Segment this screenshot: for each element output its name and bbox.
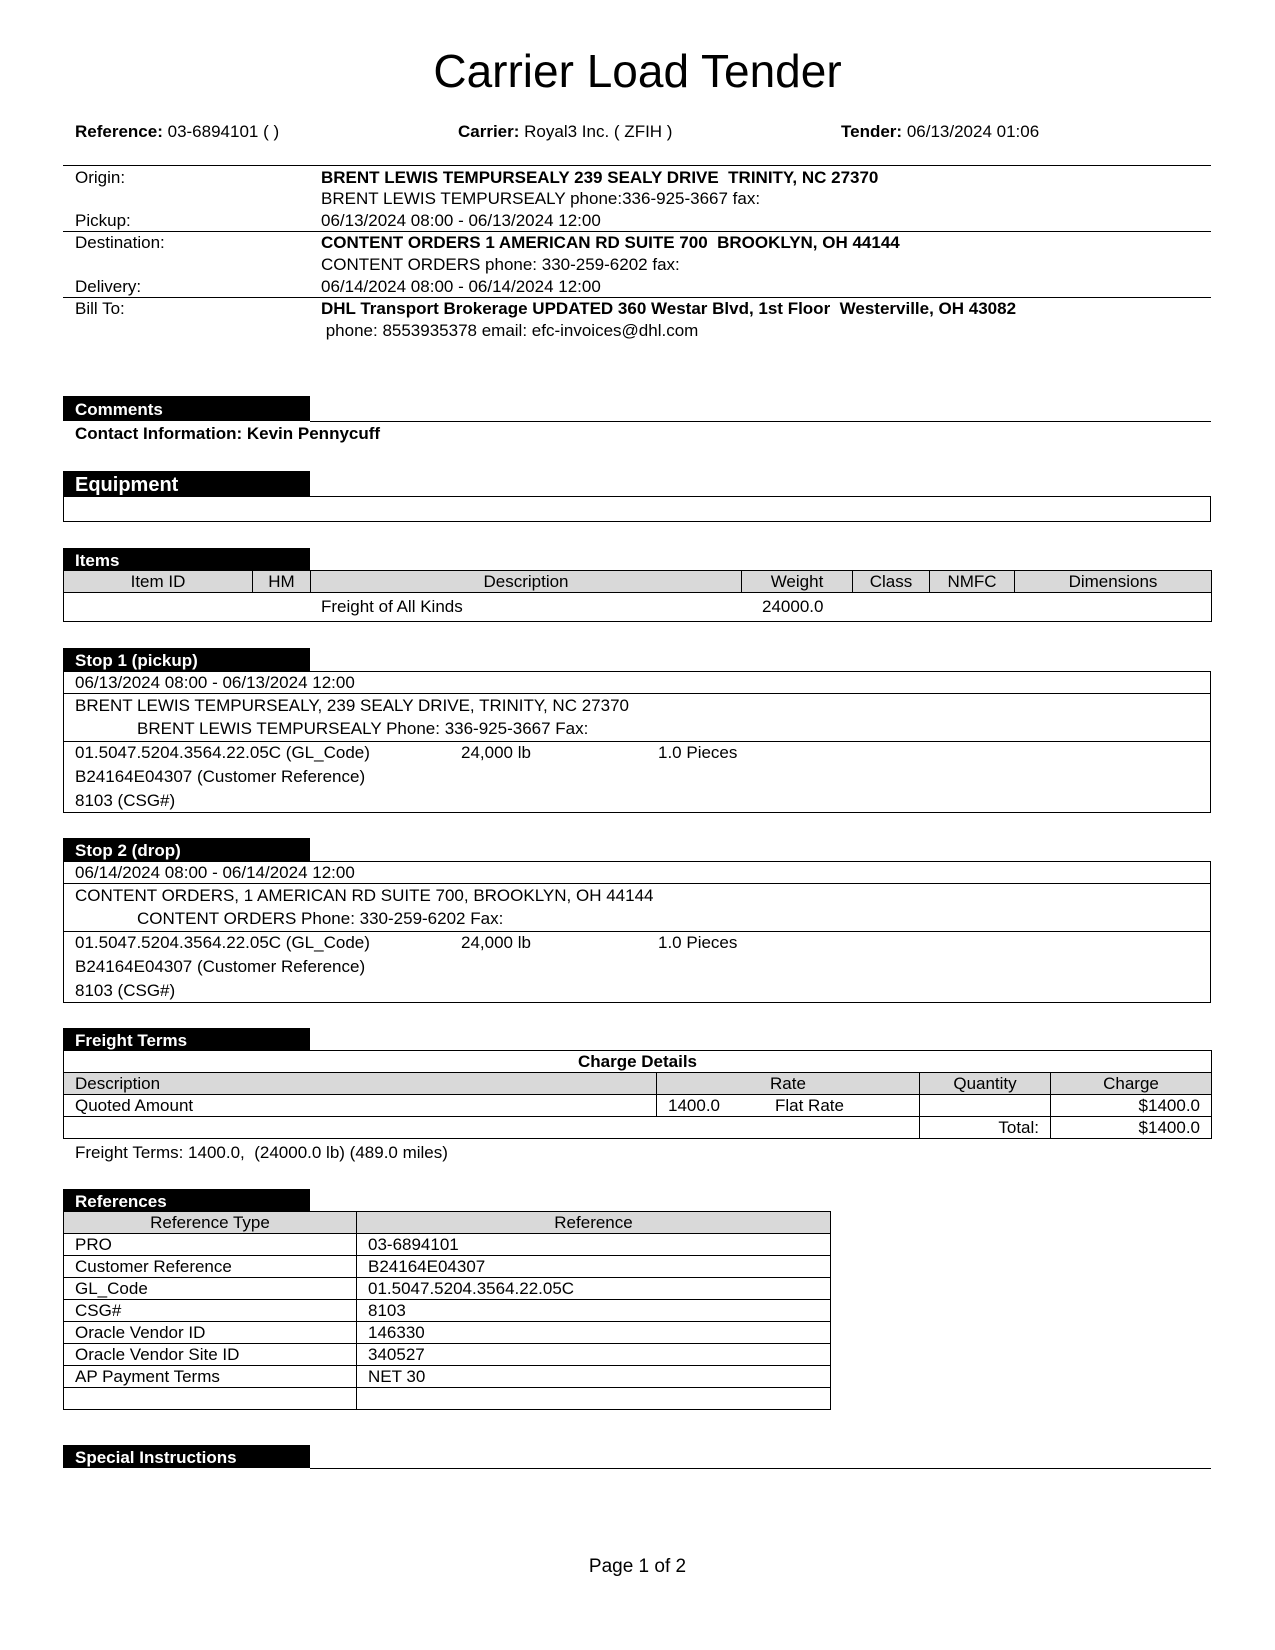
items-heading: Items (63, 548, 310, 571)
items-col-hm: HM (253, 571, 311, 593)
stop2-window: 06/14/2024 08:00 - 06/14/2024 12:00 (75, 863, 355, 882)
ref-type: CSG# (64, 1300, 357, 1322)
carrier-header (458, 122, 672, 142)
items-table (63, 570, 1212, 622)
ref-value: 8103 (357, 1300, 831, 1322)
divider (310, 1468, 1211, 1469)
table-row (64, 1278, 831, 1300)
destination-label: Destination: (75, 233, 165, 252)
references-table (63, 1211, 831, 1410)
ref-type: AP Payment Terms (64, 1366, 357, 1388)
table-row (64, 593, 1212, 622)
origin-contact: BRENT LEWIS TEMPURSEALY phone:336-925-3667 fax: (321, 189, 761, 208)
stop2-customer-ref: B24164E04307 (Customer Reference) (75, 957, 366, 976)
pickup-window: 06/13/2024 08:00 - 06/13/2024 12:00 (321, 211, 601, 230)
stop2-detail-row (63, 931, 1211, 1003)
origin-address: BRENT LEWIS TEMPURSEALY 239 SEALY DRIVE TRINITY, NC 27370 (321, 168, 879, 187)
ref-col-type: Reference Type (64, 1212, 357, 1234)
ref-value: 340527 (357, 1344, 831, 1366)
special-instructions-heading: Special Instructions (63, 1445, 310, 1468)
tender-label: Tender: (841, 122, 903, 141)
comments-text: Contact Information: Kevin Pennycuff (75, 424, 381, 443)
table-row (64, 1366, 831, 1388)
charge-col-description: Description (64, 1073, 657, 1095)
stop1-gl-code: 01.5047.5204.3564.22.05C (GL_Code) (75, 743, 370, 762)
stop2-address: CONTENT ORDERS, 1 AMERICAN RD SUITE 700, BROOKLYN, OH 44144 (75, 886, 654, 905)
charge-col-charge: Charge (1051, 1073, 1212, 1095)
charge-rate-type: Flat Rate (775, 1096, 844, 1115)
table-row (64, 1095, 1212, 1117)
destination-contact: CONTENT ORDERS phone: 330-259-6202 fax: (321, 255, 680, 274)
stop1-pieces: 1.0 Pieces (658, 743, 738, 762)
comments-heading: Comments (63, 396, 310, 421)
table-row (64, 1322, 831, 1344)
table-row (64, 1234, 831, 1256)
item-weight: 24000.0 (762, 597, 824, 616)
items-col-description: Description (311, 571, 742, 593)
divider (63, 231, 1211, 232)
page-number: Page 1 of 2 (588, 1556, 687, 1577)
ref-value (357, 1388, 831, 1410)
carrier-value: Royal3 Inc. ( ZFIH ) (524, 122, 673, 141)
page-title: Carrier Load Tender (433, 45, 842, 97)
stop1-heading: Stop 1 (pickup) (63, 648, 310, 671)
billto-address: DHL Transport Brokerage UPDATED 360 Westar Blvd, 1st Floor Westerville, OH 43082 (321, 299, 1017, 318)
stop1-contact: BRENT LEWIS TEMPURSEALY Phone: 336-925-3667 Fax: (137, 719, 589, 738)
tender-value: 06/13/2024 01:06 (906, 122, 1040, 141)
ref-value: NET 30 (357, 1366, 831, 1388)
total-value: $1400.0 (1051, 1117, 1212, 1139)
charge-rate: 1400.0 (668, 1096, 720, 1115)
destination-address: CONTENT ORDERS 1 AMERICAN RD SUITE 700 BROOKLYN, OH 44144 (321, 233, 900, 252)
ref-col-reference: Reference (357, 1212, 831, 1234)
divider (63, 297, 1211, 298)
charge-col-quantity: Quantity (920, 1073, 1051, 1095)
ref-value: 01.5047.5204.3564.22.05C (357, 1278, 831, 1300)
ref-value: 03-6894101 (357, 1234, 831, 1256)
charge-quantity (920, 1095, 1051, 1117)
items-col-dimensions: Dimensions (1015, 571, 1212, 593)
items-col-weight: Weight (742, 571, 853, 593)
stop2-window-row (63, 861, 1211, 884)
charge-details-title: Charge Details (64, 1051, 1212, 1073)
total-spacer (64, 1117, 920, 1139)
references-heading: References (63, 1189, 310, 1212)
ref-type (64, 1388, 357, 1410)
divider (63, 165, 1211, 166)
freight-terms-summary: Freight Terms: 1400.0, (24000.0 lb) (489.0 miles) (75, 1143, 448, 1162)
billto-label: Bill To: (75, 299, 125, 318)
ref-type: GL_Code (64, 1278, 357, 1300)
freight-terms-heading: Freight Terms (63, 1028, 310, 1051)
table-row (64, 1388, 831, 1410)
ref-type: Customer Reference (64, 1256, 357, 1278)
ref-value: 146330 (357, 1322, 831, 1344)
stop1-window: 06/13/2024 08:00 - 06/13/2024 12:00 (75, 673, 355, 692)
reference-header (75, 122, 279, 142)
items-col-item-id: Item ID (64, 571, 253, 593)
ref-type: PRO (64, 1234, 357, 1256)
charge-col-rate: Rate (657, 1073, 920, 1095)
billto-contact: phone: 8553935378 email: efc-invoices@dhl.com (321, 321, 699, 340)
ref-type: Oracle Vendor ID (64, 1322, 357, 1344)
stop2-weight: 24,000 lb (461, 933, 531, 952)
stop1-customer-ref: B24164E04307 (Customer Reference) (75, 767, 366, 786)
stop1-address-row (63, 693, 1211, 742)
table-row (64, 1256, 831, 1278)
table-row (64, 1117, 1212, 1139)
stop2-contact: CONTENT ORDERS Phone: 330-259-6202 Fax: (137, 909, 504, 928)
items-col-class: Class (853, 571, 930, 593)
stop1-window-row (63, 671, 1211, 694)
stop2-heading: Stop 2 (drop) (63, 838, 310, 861)
total-label: Total: (920, 1117, 1051, 1139)
carrier-label: Carrier: (458, 122, 520, 141)
item-description: Freight of All Kinds (321, 597, 463, 616)
delivery-window: 06/14/2024 08:00 - 06/14/2024 12:00 (321, 277, 601, 296)
items-col-nmfc: NMFC (930, 571, 1015, 593)
charge-description: Quoted Amount (64, 1095, 657, 1117)
pickup-label: Pickup: (75, 211, 131, 230)
table-row (64, 1300, 831, 1322)
stop1-detail-row (63, 741, 1211, 813)
stop2-gl-code: 01.5047.5204.3564.22.05C (GL_Code) (75, 933, 370, 952)
tender-header (841, 122, 1039, 142)
divider (310, 421, 1211, 422)
stop1-weight: 24,000 lb (461, 743, 531, 762)
delivery-label: Delivery: (75, 277, 142, 296)
table-row (64, 1344, 831, 1366)
charge-amount: $1400.0 (1051, 1095, 1212, 1117)
equipment-box (63, 496, 1211, 522)
stop1-csg: 8103 (CSG#) (75, 791, 176, 810)
origin-label: Origin: (75, 168, 126, 187)
charge-rate-cell (657, 1095, 920, 1117)
equipment-heading: Equipment (63, 471, 310, 497)
ref-value: B24164E04307 (357, 1256, 831, 1278)
ref-type: Oracle Vendor Site ID (64, 1344, 357, 1366)
reference-label: Reference: (75, 122, 163, 141)
stop2-csg: 8103 (CSG#) (75, 981, 176, 1000)
stop2-address-row (63, 883, 1211, 932)
stop1-address: BRENT LEWIS TEMPURSEALY, 239 SEALY DRIVE, TRINITY, NC 27370 (75, 696, 629, 715)
charge-table (63, 1050, 1212, 1139)
reference-value: 03-6894101 ( ) (167, 122, 280, 141)
stop2-pieces: 1.0 Pieces (658, 933, 738, 952)
